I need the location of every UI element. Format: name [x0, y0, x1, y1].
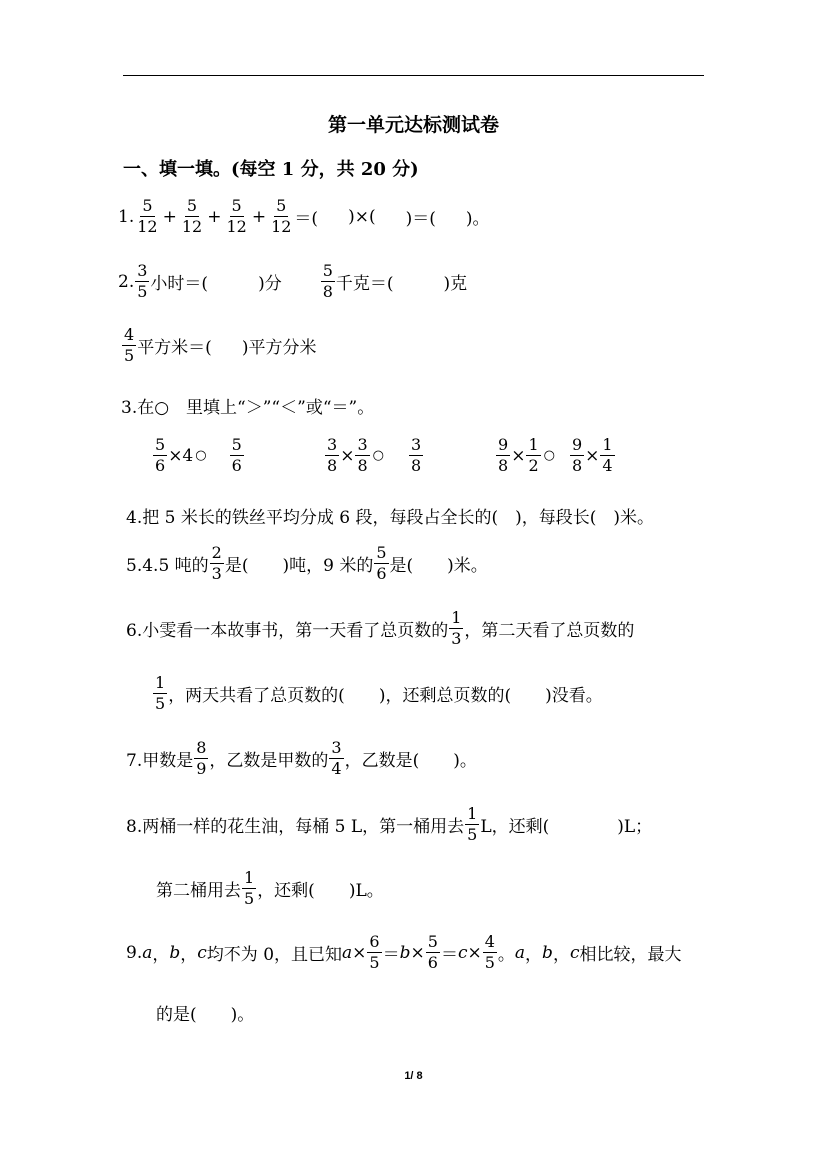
q7-text: ，乙数是甲数的: [209, 751, 329, 771]
q2-text: 千克＝(: [335, 274, 394, 294]
question-9-continued: 的是( )。: [156, 1005, 255, 1025]
question-9: 9. a ， b ， c 均不为 0，且已知 a × $\frac{6}{5}$ ＝ b × $\frac{5}{6}$ ＝ c × $\frac{4}{5}$ 。 a ， b ， c 相比较，最大: [126, 932, 682, 972]
page-title: 第一单元达标测试卷: [327, 114, 499, 136]
q8-text: 8.两桶一样的花生油，每桶 5 L，第一桶用去: [126, 817, 465, 837]
variable: c: [569, 942, 580, 963]
section-heading: 一、填一填。(每空 1 分，共 20 分): [123, 159, 419, 180]
q9-number: 9.: [126, 942, 143, 963]
fraction: $\frac{1}{2}$: [528, 435, 539, 475]
fraction: $\frac{1}{3}$: [451, 608, 462, 648]
compare-circle[interactable]: ○: [195, 448, 207, 463]
question-8-continued: [156, 870, 384, 907]
fraction: $\frac{6}{5}$: [369, 932, 380, 972]
q2-number: 2.: [118, 271, 135, 292]
q6-text: 6.小雯看一本故事书，第一天看了总页数的: [126, 621, 449, 641]
variable: a: [514, 942, 526, 963]
fraction: $\frac{3}{5}$: [137, 261, 148, 301]
fraction: $\frac{5}{12}$: [271, 196, 292, 236]
variable: b: [169, 942, 181, 963]
fraction: $\frac{1}{5}$: [244, 868, 255, 908]
fraction: $\frac{4}{5}$: [484, 932, 495, 972]
question-3: 3.在○ 里填上“＞”“＜”或“＝”。: [121, 398, 375, 418]
fraction: $\frac{5}{6}$: [231, 435, 242, 475]
q9-text: 均不为 0，且已知: [206, 945, 343, 965]
compare-item-1: [152, 437, 245, 474]
q6-text: ，第二天看了总页数的: [464, 621, 635, 641]
q9-text: 相比较，最大: [579, 945, 682, 965]
variable: b: [399, 942, 411, 963]
fraction: $\frac{5}{12}$: [226, 196, 247, 236]
fraction: $\frac{1}{5}$: [155, 673, 166, 713]
fraction: $\frac{5}{8}$: [322, 261, 333, 301]
compare-item-3: [495, 437, 616, 474]
q1-text: )。: [465, 209, 490, 229]
q8-text: L，还剩( )L；: [480, 817, 653, 837]
q1-text: ＝(: [294, 209, 319, 229]
fraction: $\frac{2}{3}$: [211, 543, 222, 583]
fraction: $\frac{5}{12}$: [181, 196, 203, 236]
question-6-continued: [152, 675, 603, 712]
fraction: $\frac{9}{8}$: [571, 435, 583, 475]
q7-text: ，乙数是( )。: [344, 751, 477, 771]
header-rule: [123, 75, 704, 76]
question-7: [126, 740, 477, 777]
fraction: $\frac{8}{9}$: [196, 738, 207, 778]
q2-text: 小时＝(: [150, 274, 209, 294]
q1-text: )＝(: [405, 209, 436, 229]
fraction: $\frac{1}{4}$: [602, 435, 613, 475]
q2b-text: 平方米＝(: [137, 338, 212, 358]
question-5: [126, 545, 488, 582]
question-2-part-b: [121, 327, 316, 364]
fraction: $\frac{9}{8}$: [498, 435, 509, 475]
operator: ×: [585, 445, 600, 466]
variable: a: [342, 942, 353, 963]
q8b-text: ，还剩( )L。: [257, 881, 384, 901]
operator: ×: [511, 445, 526, 466]
q8b-text: 第二桶用去: [156, 881, 241, 901]
q2-text: )克: [443, 274, 468, 294]
q5-text: 5.4.5 吨的: [126, 556, 209, 576]
fraction: $\frac{3}{4}$: [331, 738, 342, 778]
fraction: $\frac{3}{8}$: [327, 435, 338, 475]
variable: c: [457, 942, 468, 963]
q6b-text: ，两天共看了总页数的( )，还剩总页数的( )没看。: [168, 686, 603, 706]
variable: c: [197, 942, 207, 963]
compare-circle[interactable]: ○: [372, 448, 384, 463]
fraction: $\frac{5}{6}$: [155, 435, 166, 475]
fraction: $\frac{3}{8}$: [410, 435, 422, 475]
fraction: $\frac{5}{6}$: [376, 543, 387, 583]
variable: a: [142, 942, 153, 963]
compare-item-2: [324, 437, 424, 474]
q1-number: 1.: [118, 206, 135, 227]
question-8: [126, 806, 652, 843]
fraction: $\frac{5}{12}$: [137, 196, 158, 236]
plus-sign: +: [207, 206, 222, 227]
question-6: [126, 610, 634, 647]
question-4: 4.把 5 米长的铁丝平均分成 6 段，每段占全长的( )，每段长( )米。: [126, 508, 654, 528]
plus-sign: +: [162, 206, 177, 227]
fraction: $\frac{5}{6}$: [427, 932, 438, 972]
q2-text: )分: [258, 274, 282, 294]
fraction: $\frac{1}{5}$: [467, 804, 478, 844]
operator: ×4: [168, 445, 194, 466]
q7-text: 7.甲数是: [126, 751, 194, 771]
fraction: $\frac{4}{5}$: [124, 325, 135, 365]
variable: b: [542, 942, 553, 963]
fraction: $\frac{3}{8}$: [357, 435, 368, 475]
q2b-text: )平方分米: [241, 338, 317, 358]
compare-circle[interactable]: ○: [543, 448, 555, 463]
plus-sign: +: [251, 206, 267, 227]
q5-text: 是( )米。: [389, 556, 488, 576]
question-1: [118, 198, 489, 235]
question-2: [118, 263, 467, 300]
q1-text: )×(: [348, 206, 376, 227]
page-number: 1/ 8: [404, 1070, 423, 1082]
q5-text: 是( )吨，9 米的: [224, 556, 374, 576]
operator: ×: [340, 445, 355, 466]
